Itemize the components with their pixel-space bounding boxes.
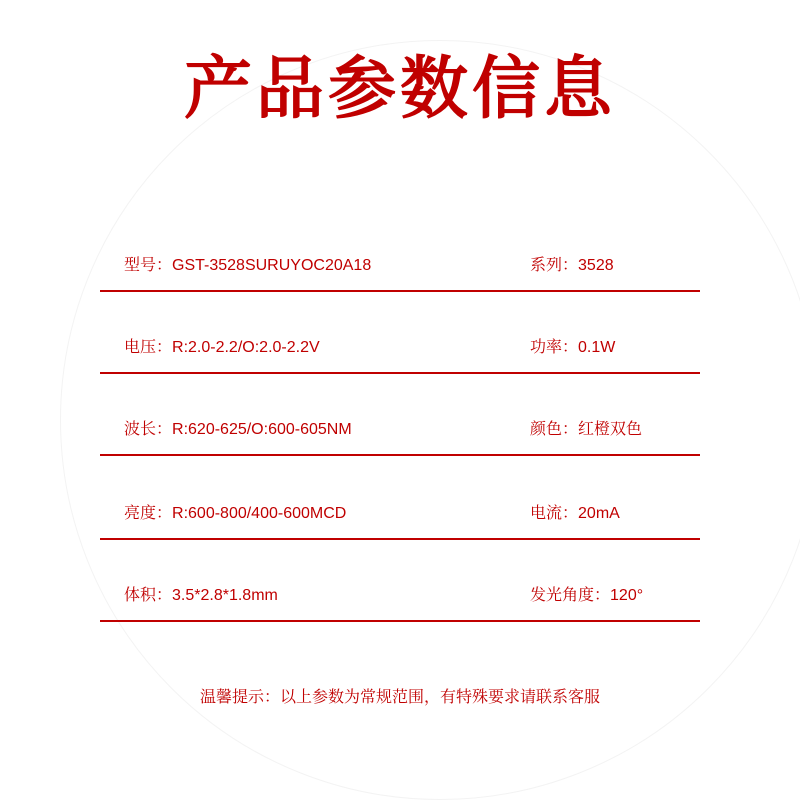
page-title: 产品参数信息 <box>183 50 616 129</box>
spec-voltage-label: 电压： <box>124 337 173 356</box>
spec-color-value: 红橙双色 <box>578 421 643 438</box>
spec-row-brightness <box>100 498 700 540</box>
spec-size-value: 3.5*2.8*1.8mm <box>172 587 278 604</box>
spec-angle-label: 发光角度： <box>530 585 611 604</box>
spec-current-label: 电流： <box>530 503 579 522</box>
spec-brightness <box>124 498 346 528</box>
spec-angle-value: 120° <box>610 587 644 604</box>
spec-series-label: 系列： <box>530 255 579 274</box>
spec-size-label: 体积： <box>124 585 173 604</box>
spec-brightness-value: R:600-800/400-600MCD <box>172 505 347 522</box>
spec-model-value: GST-3528SURUYOC20A18 <box>172 257 372 274</box>
spec-color <box>530 414 642 444</box>
spec-row-wavelength <box>100 414 700 456</box>
spec-row-model <box>100 250 700 292</box>
spec-power-value: 0.1W <box>578 339 616 356</box>
spec-current <box>530 498 620 528</box>
spec-row-size <box>100 580 700 622</box>
spec-wavelength-label: 波长： <box>124 419 173 438</box>
spec-angle <box>530 580 643 610</box>
spec-wavelength <box>124 414 352 444</box>
spec-power <box>530 332 615 362</box>
spec-model <box>124 250 371 280</box>
spec-series-value: 3528 <box>578 257 614 274</box>
spec-series <box>530 250 614 280</box>
spec-wavelength-value: R:620-625/O:600-605NM <box>172 421 352 438</box>
spec-color-label: 颜色： <box>530 419 579 438</box>
spec-brightness-label: 亮度： <box>124 503 173 522</box>
footer-note: 温馨提示：以上参数为常规范围，有特殊要求请联系客服 <box>199 687 600 706</box>
spec-voltage <box>124 332 320 362</box>
spec-row-voltage <box>100 332 700 374</box>
spec-voltage-value: R:2.0-2.2/O:2.0-2.2V <box>172 339 320 356</box>
spec-model-label: 型号： <box>124 255 173 274</box>
spec-current-value: 20mA <box>578 505 620 522</box>
spec-size <box>124 580 278 610</box>
spec-power-label: 功率： <box>530 337 579 356</box>
